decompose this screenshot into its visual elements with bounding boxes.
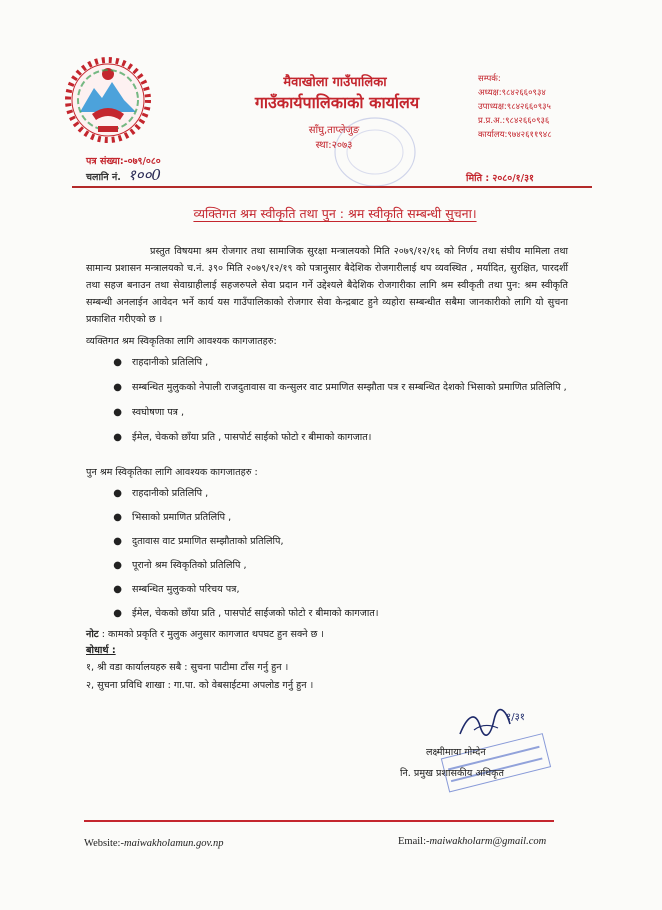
website-label: Website:- (84, 838, 124, 849)
list-item: ● स्वघोषणा पत्र , (86, 404, 568, 421)
bullet-icon: ● (113, 536, 122, 547)
bullet-icon: ● (113, 357, 122, 368)
signature-date: १/३१ (506, 712, 525, 723)
contact-line: प्र.प्र.अ.:९८४२६६०९३६ (478, 116, 550, 126)
list-item: ● ईमेल, चेकको छाँया प्रति , पासपोर्ट साईजको फोटो र बीमाको कागजात। (86, 605, 568, 622)
list-item: १, श्री वडा कार्यालयहरु सबै : सुचना पाटीमा टाँस गर्नु हुन । (86, 662, 289, 673)
notice-body: प्रस्तुत विषयमा श्रम रोजगार तथा सामाजिक सुरक्षा मन्त्रालयको मिति २०७९/१२/१६ को निर्णय तथा संघीय मामिला तथा सामान्य प्रशासन मन्त्रालयको च.नं. ३९० मिति २०७९/१२/१९ को पत्रानुसार बैदेशिक रोजगारीलाई थप व्यवस्थित , मर्यादित, सुरक्षित, पारदर्शी तथा सहज बनाउन तथा सेवाग्राहीलाई सहजरुपले सेवा प्रदान गर्ने उद्देश्यले बैदेशिक रोजगारीका लागि श्रम स्वीकृती तथा पुन: श्रम स्वीकृति सम्बन्धी अनलाईन आवेदन भर्ने कार्य यस गाउँपालिकाको रोजगार सेवा केन्द्रबाट हुने व्यहोरा सम्बन्धीत सबैमा जानकारीको लागि यो सुचना प्रकाशित गरीएको छ । (86, 246, 568, 325)
bodhartha-heading: बोधार्थ : (86, 645, 116, 656)
list-item: ● पूरानो श्रम स्विकृतिको प्रतिलिपि , (86, 557, 568, 574)
signatory-name: लक्ष्मीमाया गोम्देन (426, 747, 486, 758)
bullet-icon: ● (113, 488, 122, 499)
footer-divider (84, 820, 554, 822)
individual-requirements-list (86, 354, 568, 454)
letter-reference: पत्र संख्या:-०७९/०८० (86, 156, 161, 167)
bullet-icon: ● (113, 432, 122, 443)
list-item: २, सुचना प्रविधि शाखा : गा.पा. को वेबसाईटमा अपलोड गर्नु हुन । (86, 680, 314, 691)
contact-line: उपाध्यक्ष:९८४२६६०९३५ (478, 102, 551, 112)
note-text: : कामको प्रकृति र मुलुक अनुसार कागजात थपघट हुन सक्ने छ । (98, 629, 325, 640)
renewal-requirements-heading: पुन श्रम स्विकृतिका लागि आवश्यक कागजातहरु : (86, 467, 258, 478)
footer-email (398, 836, 546, 847)
list-item: ● राहदानीको प्रतिलिपि , (86, 354, 568, 371)
bullet-icon: ● (113, 560, 122, 571)
municipality-name: मैवाखोला गाउँपालिका (283, 75, 387, 90)
contact-line: कार्यालय:९७४२६११९४८ (478, 130, 552, 140)
contact-block (478, 72, 552, 142)
footer-website (84, 838, 224, 849)
bullet-icon: ● (113, 382, 122, 393)
nepal-emblem-logo (62, 54, 154, 146)
bullet-icon: ● (113, 512, 122, 523)
list-item: ● दुतावास वाट प्रमाणित सम्झौताको प्रतिलिपि, (86, 533, 568, 550)
contact-heading: सम्पर्क: (478, 74, 501, 84)
individual-requirements-heading: व्यक्तिगत श्रम स्विकृतिका लागि आवश्यक कागजातहरु: (86, 336, 277, 347)
website-link[interactable]: maiwakholamun.gov.np (123, 838, 224, 849)
bullet-icon: ● (113, 407, 122, 418)
list-item: ● ईमेल, चेकको छाँया प्रति , पासपोर्ट साईको फोटो र बीमाको कागजात। (86, 429, 568, 446)
signatory-designation: नि. प्रमुख प्रशासकीय अधिकृत (400, 768, 504, 779)
bodhartha-list (86, 659, 313, 695)
email-label: Email:- (398, 836, 430, 847)
list-item: ● राहदानीको प्रतिलिपि , (86, 485, 568, 502)
list-item: ● सम्बन्धित मुलुकको नेपाली राजदुतावास वा कन्सुलर वाट प्रमाणित सम्झौता पत्र र सम्बन्धित देशको भिसाको प्रमाणित प्रतिलिपि , (86, 379, 568, 396)
contact-line: अध्यक्ष:९८४२६६०९३४ (478, 88, 546, 98)
chalani-label: चलानि नं. (86, 172, 121, 183)
chalani-number: १००0 (128, 166, 161, 184)
official-stamp (430, 728, 560, 798)
header-divider (72, 186, 592, 188)
renewal-requirements-list (86, 485, 568, 629)
list-item: ● भिसाको प्रमाणित प्रतिलिपि , (86, 509, 568, 526)
bullet-icon: ● (113, 608, 122, 619)
notice-subject: व्यक्तिगत श्रम स्वीकृति तथा पुन : श्रम स्वीकृति सम्बन्धी सुचना। (193, 206, 477, 221)
office-location: साँघु,ताप्लेजुङ (308, 125, 360, 136)
office-title: गाउँकार्यपालिकाको कार्यालय (254, 93, 420, 112)
note (86, 627, 324, 640)
letter-date: मिति : २०८०/१/३१ (466, 173, 534, 184)
bullet-icon: ● (113, 584, 122, 595)
email-link[interactable]: maiwakholarm@gmail.com (429, 836, 547, 847)
list-item: ● सम्बन्धित मुलुकको परिचय पत्र, (86, 581, 568, 598)
note-label: नोट (86, 629, 99, 640)
office-established: स्था:२०७३ (315, 140, 353, 151)
